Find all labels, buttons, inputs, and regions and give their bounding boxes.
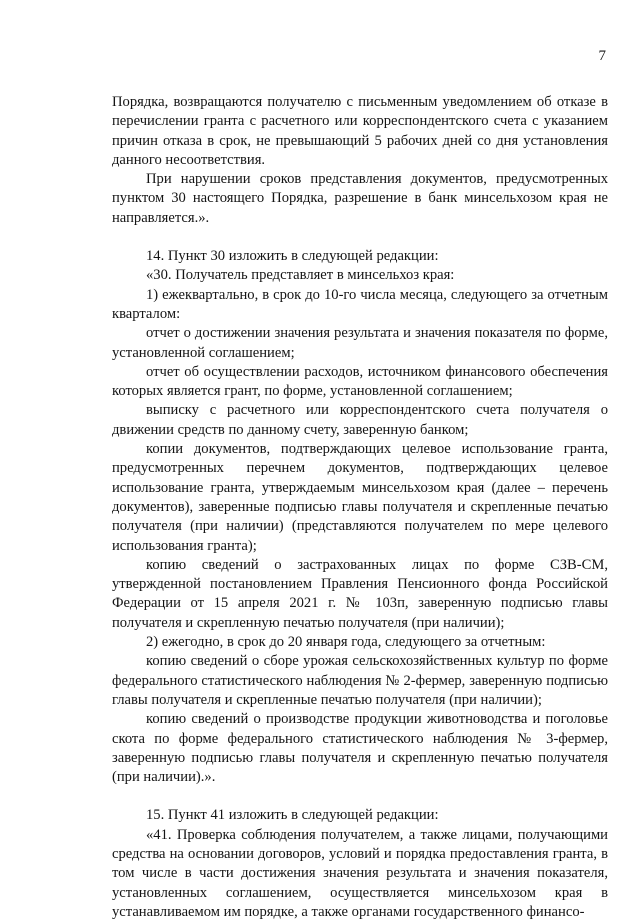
paragraph-2: При нарушении сроков представления документов, предусмотренных пунктом 30 настоящего Порядка, разрешение в банк минсельхозом края не направляется.». bbox=[112, 171, 608, 226]
paragraph-3: 14. Пункт 30 изложить в следующей редакции: bbox=[146, 248, 439, 265]
paragraph-5: 1) ежеквартально, в срок до 10-го числа месяца, следующего за отчетным кварталом: bbox=[112, 286, 608, 322]
paragraph-7: отчет об осуществлении расходов, источником финансового обеспечения которых является грант, по форме, установленной соглашением; bbox=[112, 363, 608, 400]
paragraph-4: «30. Получатель представляет в минсельхоз края: bbox=[146, 267, 455, 284]
paragraph-8: выписку с расчетного или корреспондентского счета получателя о движении средств по данному счету, заверенную банком; bbox=[112, 402, 608, 438]
paragraph-14: 15. Пункт 41 изложить в следующей редакции: bbox=[146, 807, 439, 824]
paragraph-6: отчет о достижении значения результата и значения показателя по форме, установленной соглашением; bbox=[112, 325, 608, 361]
paragraph-11: 2) ежегодно, в срок до 20 января года, следующего за отчетным: bbox=[146, 634, 546, 651]
paragraph-12: копию сведений о сборе урожая сельскохозяйственных культур по форме федерального статистического наблюдения № 2-фермер, заверенную подписью главы получателя и скрепленные печатью получателя (при наличии); bbox=[112, 653, 608, 708]
page-number: 7 bbox=[598, 48, 606, 64]
paragraph-15: «41. Проверка соблюдения получателем, а также лицами, получающими средства на основании договоров, условий и порядка предоставления гранта, в том числе в части достижения значения результата и значения показателя, установленных соглашением, осуществляется минсельхозом края в устанавливаемом им порядке, а также органами государственного финансо- bbox=[112, 826, 608, 920]
paragraph-10: копию сведений о застрахованных лицах по форме СЗВ-СМ, утвержденной постановлением Правления Пенсионного фонда Российской Федерации от 15 апреля 2021 г. № 103п, заверенную подписью главы получателя и скрепленную печатью получателя (при наличии); bbox=[112, 556, 608, 631]
paragraph-13: копию сведений о производстве продукции животноводства и поголовье скота по форме федерального статистического наблюдения № 3-фермер, заверенную подписью главы получателя и скрепленную печатью получателя (при наличии).». bbox=[112, 711, 608, 786]
paragraph-9: копии документов, подтверждающих целевое использование гранта, предусмотренных перечнем документов, подтверждающих целевое использование гранта, утверждаемым минсельхозом края (далее – перечень документов), заверенные подписью главы получателя и скрепленные печатью получателя (при наличии) (представляются получателем по мере целевого использования гранта); bbox=[112, 441, 608, 554]
document-body bbox=[112, 93, 608, 922]
paragraph-1: Порядка, возвращаются получателю с письменным уведомлением об отказе в перечислении гранта с расчетного или корреспондентского счета с указанием причин отказа в срок, не превышающий 5 рабочих дней со дня установления данного несоответствия. bbox=[112, 94, 608, 168]
